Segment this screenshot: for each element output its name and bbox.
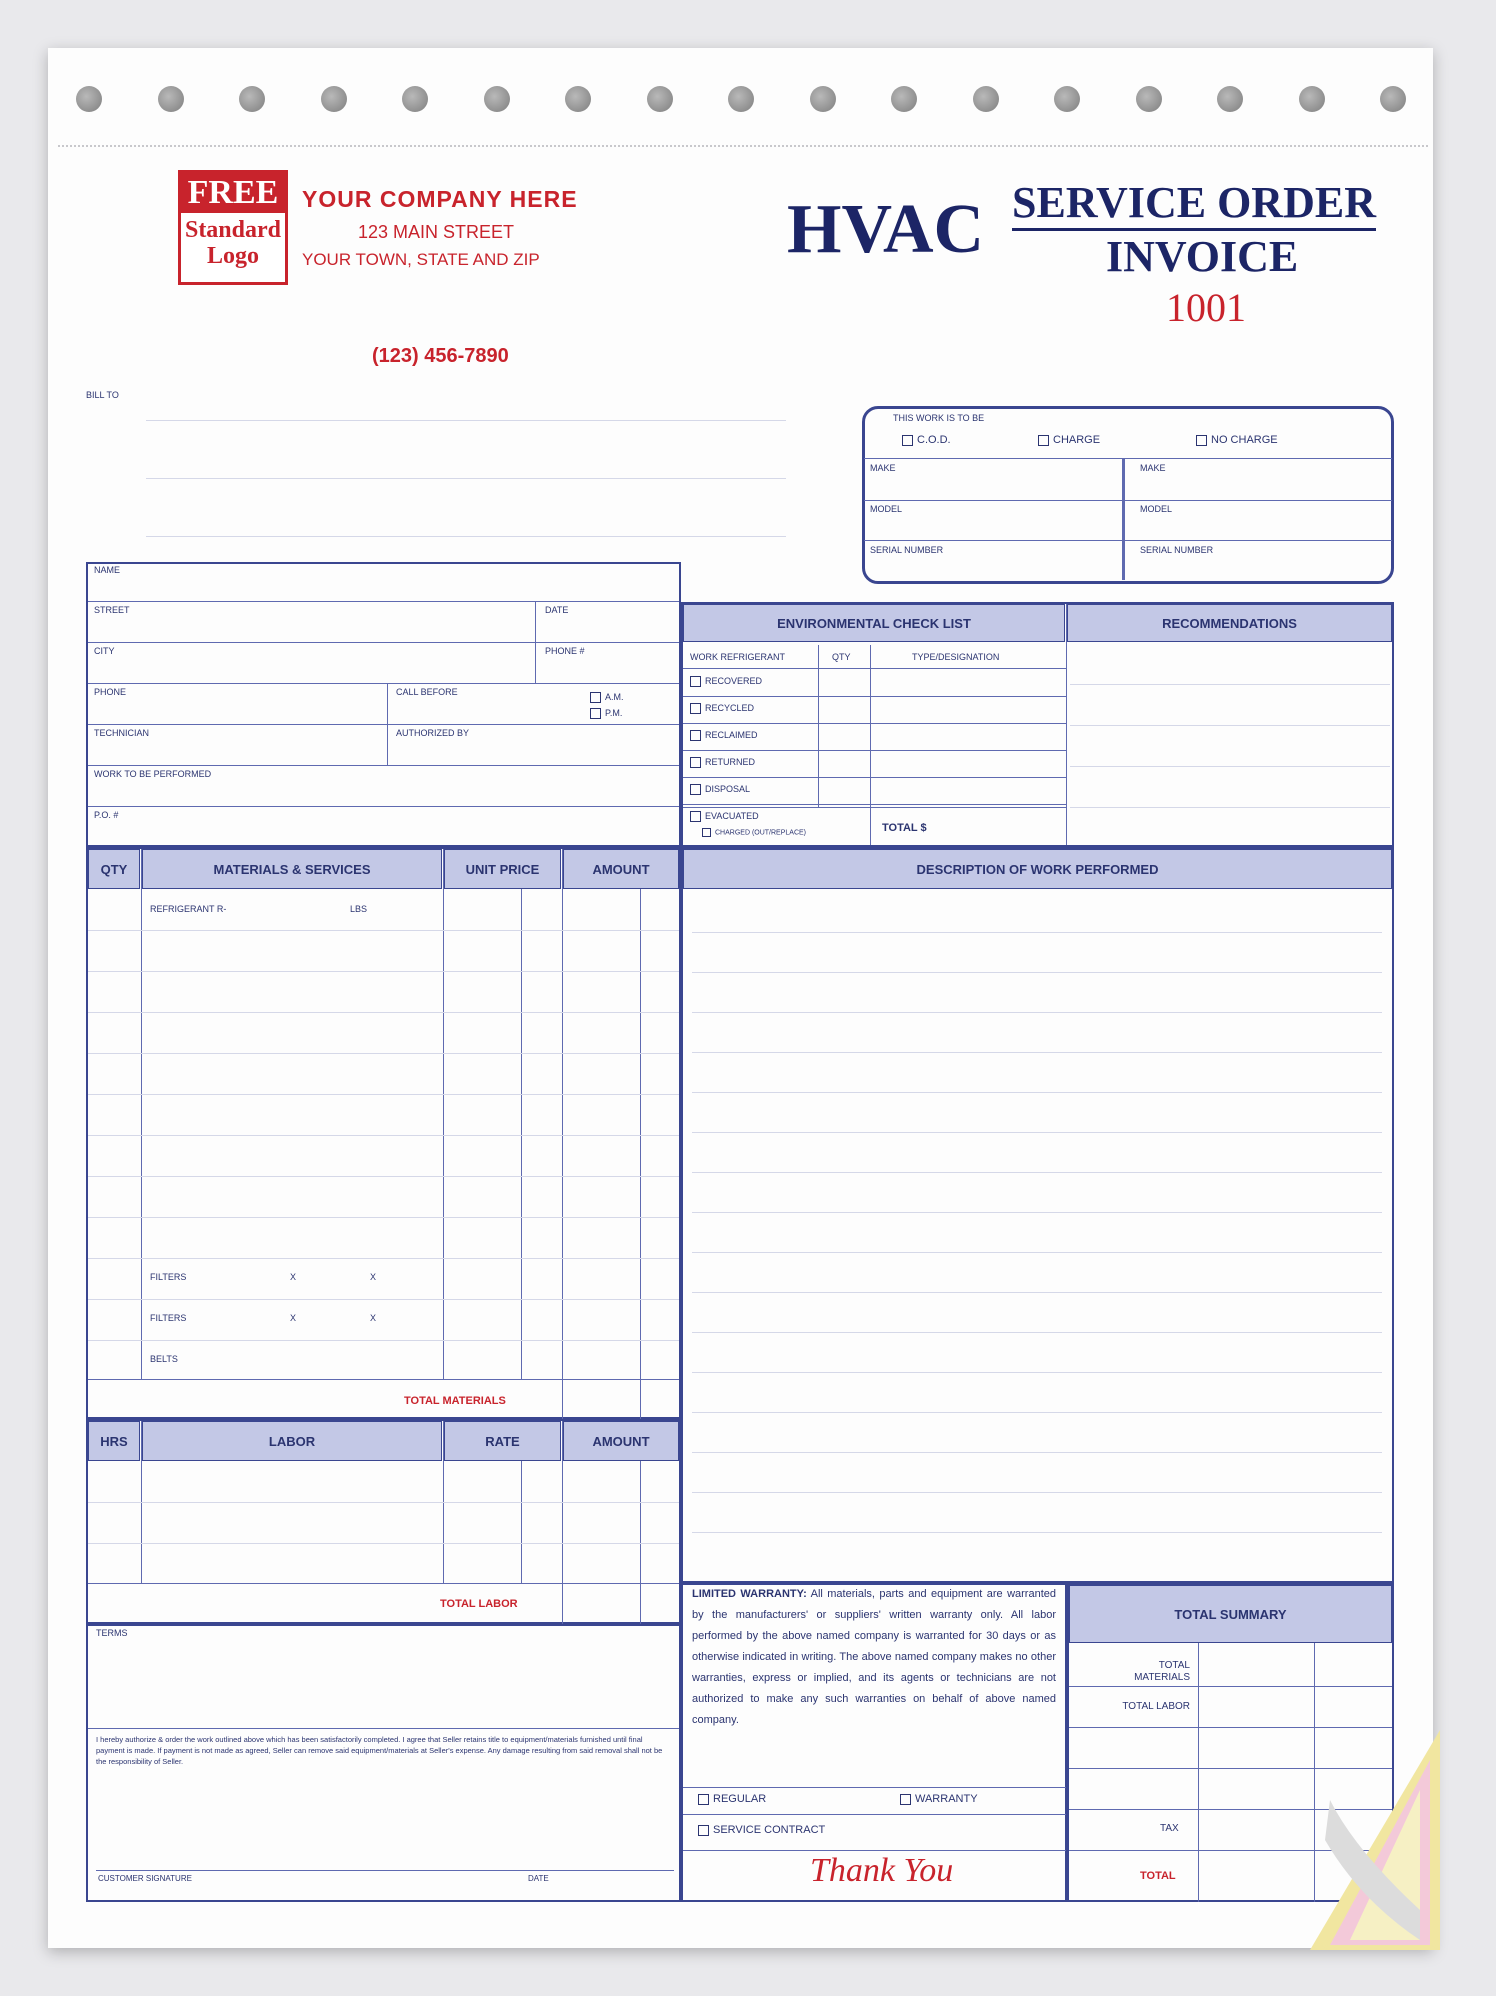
terms-label: TERMS [96, 1628, 128, 1638]
env-charged-checkbox[interactable] [702, 828, 806, 837]
binding-hole [76, 86, 102, 112]
recommendation-line [1070, 725, 1390, 726]
cust-line-5 [88, 765, 679, 766]
summary-total-materials-label: TOTAL MATERIALS [1134, 1660, 1190, 1683]
customer-date-label: DATE [545, 605, 569, 615]
description-line [692, 1412, 1382, 1413]
env-item-checkbox[interactable] [690, 676, 762, 687]
binding-hole [1217, 86, 1243, 112]
binding-hole [891, 86, 917, 112]
warranty-options-line-1 [683, 1787, 1066, 1788]
binding-hole [158, 86, 184, 112]
summary-vline-1 [1198, 1643, 1199, 1902]
materials-services-header: MATERIALS & SERVICES [142, 849, 442, 889]
po-number-label: P.O. # [94, 810, 119, 820]
invoice-title: INVOICE [1106, 232, 1299, 281]
work-box-row-line-2 [864, 540, 1392, 541]
make-left-label: MAKE [870, 463, 896, 473]
warranty-checkbox[interactable] [900, 1793, 978, 1805]
env-total-line [683, 807, 1066, 808]
bill-to-line-2 [146, 478, 786, 479]
description-line [692, 1292, 1382, 1293]
charge-checkbox[interactable] [1038, 434, 1100, 446]
logo-standard-text [181, 217, 285, 269]
free-logo-stamp [178, 170, 288, 285]
logo-logo-word: Logo [206, 243, 259, 269]
labor-vline-3 [521, 1461, 522, 1583]
customer-info-box [86, 562, 681, 847]
description-line [692, 1452, 1382, 1453]
cod-label: C.O.D. [917, 434, 951, 446]
customer-city-label: CITY [94, 646, 115, 656]
charge-label: CHARGE [1053, 434, 1101, 446]
env-row-line [683, 804, 1066, 805]
work-box-center-divider [1122, 458, 1125, 580]
total-labor-line [88, 1583, 679, 1584]
env-row-line [683, 750, 1066, 751]
customer-name-label: NAME [94, 565, 121, 575]
customer-phone-label: PHONE [94, 687, 127, 697]
cust-line-3 [88, 683, 679, 684]
perforation-line [58, 145, 1428, 147]
material-row-line [88, 1053, 679, 1054]
no-charge-label: NO CHARGE [1211, 434, 1278, 446]
logo-free-text: FREE [181, 173, 285, 213]
cust-line-2 [88, 642, 679, 643]
invoice-number: 1001 [1166, 285, 1246, 330]
labor-hrs-header: HRS [88, 1421, 140, 1461]
company-city: YOUR TOWN, STATE AND ZIP [302, 250, 540, 269]
description-line [692, 972, 1382, 973]
total-materials-line [88, 1379, 679, 1380]
regular-label: REGULAR [713, 1793, 767, 1805]
customer-street-label: STREET [94, 605, 130, 615]
env-evacuated-checkbox[interactable] [690, 811, 759, 822]
materials-table [86, 847, 681, 1419]
company-name: YOUR COMPANY HERE [302, 186, 578, 212]
binding-hole [1054, 86, 1080, 112]
customer-signature-label: CUSTOMER SIGNATURE [98, 1874, 192, 1883]
recommendation-line [1070, 684, 1390, 685]
binding-hole [647, 86, 673, 112]
filters-x-1a: X [290, 1272, 297, 1282]
description-line [692, 932, 1382, 933]
cust-vline-1 [535, 601, 536, 683]
work-box-divider [864, 458, 1392, 459]
authorized-by-label: AUTHORIZED BY [396, 728, 470, 738]
env-charged-label: CHARGED (OUT/REPLACE) [715, 829, 807, 837]
env-item-label: DISPOSAL [705, 784, 751, 794]
logo-standard-word: Standard [184, 217, 282, 243]
hvac-title: HVAC [787, 191, 985, 268]
service-order-title: SERVICE ORDER [1012, 178, 1376, 231]
service-contract-label: SERVICE CONTRACT [713, 1824, 826, 1836]
carbon-copy-corner-curl [1270, 1730, 1440, 1950]
no-charge-check-icon [1196, 435, 1207, 446]
authorization-text: I hereby authorize & order the work outlined above which has been satisfactorily completed. I agree that Seller retains title to equipment/materials furnished until final payment is made. If payment is not made as agreed, Seller can remove said equipment/materials at Seller's expense. Any damage resulting from said removal shall not be the responsibility of Seller. [96, 1735, 663, 1766]
signature-date-label: DATE [528, 1874, 549, 1883]
env-rec-divider [1066, 604, 1067, 845]
env-subheader-line [683, 668, 1066, 669]
labor-rate-header: RATE [444, 1421, 561, 1461]
am-check-icon [590, 692, 601, 703]
warranty-option-label: WARRANTY [915, 1793, 978, 1805]
env-item-checkbox[interactable] [690, 784, 750, 795]
total-materials-label: TOTAL MATERIALS [404, 1395, 506, 1407]
regular-checkbox[interactable] [698, 1793, 766, 1805]
env-col-qty: QTY [832, 652, 851, 662]
description-line [692, 1212, 1382, 1213]
mat-vline-price [562, 849, 563, 1419]
materials-unit-price-header: UNIT PRICE [444, 849, 561, 889]
binding-hole [1299, 86, 1325, 112]
serial-left-label: SERIAL NUMBER [870, 545, 944, 555]
company-phone: (123) 456-7890 [372, 345, 509, 367]
materials-qty-header: QTY [88, 849, 140, 889]
warranty-text: All materials, parts and equipment are warranted by the manufacturers' or suppliers' written warranty only. All labor performed by the above named company is warranted for 30 days or as otherwise indicated in writing. The above named company makes no other warranties, express or implied, and its agents or technicians are not authorized to make any such warranties on behalf of above named company. [692, 1588, 1056, 1726]
description-line [692, 1332, 1382, 1333]
env-item-check-icon [690, 703, 701, 714]
description-line [692, 1092, 1382, 1093]
bill-to-label: BILL TO [86, 390, 119, 400]
recommendation-line [1070, 766, 1390, 767]
binding-hole [402, 86, 428, 112]
charged-check-icon [702, 828, 711, 837]
binding-hole [239, 86, 265, 112]
description-line [692, 1372, 1382, 1373]
terms-divider [88, 1728, 679, 1729]
work-to-be-performed-label: WORK TO BE PERFORMED [94, 769, 212, 779]
model-right-label: MODEL [1140, 504, 1173, 514]
pm-checkbox[interactable] [590, 708, 622, 719]
description-line [692, 1492, 1382, 1493]
binding-hole [321, 86, 347, 112]
recommendation-line [1070, 807, 1390, 808]
lbs-label: LBS [350, 904, 368, 914]
material-row-line [88, 1217, 679, 1218]
description-line [692, 1012, 1382, 1013]
material-row-line [88, 1299, 679, 1300]
filters-label-2: FILTERS [150, 1313, 187, 1323]
env-item-label: RETURNED [705, 757, 756, 767]
summary-total-label: TOTAL [1140, 1870, 1176, 1882]
material-row-line [88, 1135, 679, 1136]
filters-x-2b: X [370, 1313, 377, 1323]
cust-line-6 [88, 806, 679, 807]
bill-to-line-3 [146, 536, 786, 537]
cust-vline-2 [387, 683, 388, 765]
description-line [692, 1132, 1382, 1133]
pm-check-icon [590, 708, 601, 719]
total-summary-header: TOTAL SUMMARY [1069, 1585, 1392, 1643]
warranty-options-line-2 [683, 1814, 1066, 1815]
summary-line-1 [1069, 1686, 1392, 1687]
material-row-line [88, 1340, 679, 1341]
binding-hole [565, 86, 591, 112]
description-box [681, 847, 1394, 1583]
labor-row-line-2 [88, 1543, 679, 1544]
thank-you-text: Thank You [810, 1852, 954, 1889]
cust-line-1 [88, 601, 679, 602]
signature-line [96, 1870, 674, 1871]
labor-vline-4 [562, 1421, 563, 1624]
env-row-line [683, 723, 1066, 724]
no-charge-checkbox[interactable] [1196, 434, 1278, 446]
warranty-options-line-3 [683, 1850, 1066, 1851]
warranty-text-block [692, 1584, 1056, 1731]
filters-x-1b: X [370, 1272, 377, 1282]
work-box-title: THIS WORK IS TO BE [893, 413, 985, 423]
binding-hole [973, 86, 999, 112]
technician-label: TECHNICIAN [94, 728, 150, 738]
material-row-line [88, 930, 679, 931]
env-col-type: TYPE/DESIGNATION [912, 652, 1000, 662]
binding-hole [484, 86, 510, 112]
description-line [692, 1052, 1382, 1053]
env-item-label: RECOVERED [705, 676, 763, 686]
env-item-check-icon [690, 676, 701, 687]
cod-check-icon [902, 435, 913, 446]
labor-amount-header: AMOUNT [563, 1421, 679, 1461]
description-line [692, 1532, 1382, 1533]
env-row-line [683, 696, 1066, 697]
material-row-line [88, 1258, 679, 1259]
description-header: DESCRIPTION OF WORK PERFORMED [683, 849, 1392, 889]
warranty-check-icon [900, 1794, 911, 1805]
service-contract-check-icon [698, 1825, 709, 1836]
regular-check-icon [698, 1794, 709, 1805]
serial-right-label: SERIAL NUMBER [1140, 545, 1214, 555]
materials-amount-header: AMOUNT [563, 849, 679, 889]
work-box-row-line-1 [864, 500, 1392, 501]
binding-hole [810, 86, 836, 112]
filters-x-2a: X [290, 1313, 297, 1323]
labor-row-line-1 [88, 1502, 679, 1503]
env-item-check-icon [690, 757, 701, 768]
filters-label-1: FILTERS [150, 1272, 187, 1282]
work-type-box [862, 406, 1394, 584]
evacuated-check-icon [690, 811, 701, 822]
call-before-label: CALL BEFORE [396, 687, 458, 697]
summary-tax-label: TAX [1160, 1823, 1179, 1834]
cust-line-4 [88, 724, 679, 725]
refrigerant-label: REFRIGERANT R- [150, 904, 227, 914]
summary-total-labor-label: TOTAL LABOR [1122, 1701, 1190, 1712]
binding-hole [1136, 86, 1162, 112]
environmental-checklist-header: ENVIRONMENTAL CHECK LIST [683, 604, 1065, 642]
am-checkbox[interactable] [590, 692, 624, 703]
material-row-line [88, 971, 679, 972]
customer-phone-num-label: PHONE # [545, 646, 585, 656]
env-item-checkbox[interactable] [690, 703, 754, 714]
summary-line-2 [1069, 1727, 1392, 1728]
recommendations-header: RECOMMENDATIONS [1067, 604, 1392, 642]
binding-hole [1380, 86, 1406, 112]
env-item-checkbox[interactable] [690, 730, 758, 741]
model-left-label: MODEL [870, 504, 903, 514]
env-total-label: TOTAL $ [882, 822, 927, 834]
warranty-heading: LIMITED WARRANTY: [692, 1588, 807, 1600]
cod-checkbox[interactable] [902, 434, 951, 446]
env-col-refrigerant: WORK REFRIGERANT [690, 652, 786, 662]
env-item-label: RECLAIMED [705, 730, 758, 740]
env-row-line [683, 777, 1066, 778]
make-right-label: MAKE [1140, 463, 1166, 473]
material-row-line [88, 1176, 679, 1177]
env-evacuated-label: EVACUATED [705, 811, 759, 821]
env-item-checkbox[interactable] [690, 757, 755, 768]
binding-hole [728, 86, 754, 112]
material-row-line [88, 1012, 679, 1013]
service-contract-checkbox[interactable] [698, 1824, 825, 1836]
am-label: A.M. [605, 692, 624, 702]
env-vline-2 [870, 645, 871, 845]
env-vline-1 [818, 645, 819, 807]
belts-label: BELTS [150, 1354, 178, 1364]
description-line [692, 1172, 1382, 1173]
total-labor-label: TOTAL LABOR [440, 1598, 518, 1610]
company-street: 123 MAIN STREET [358, 222, 515, 242]
pm-label: P.M. [605, 708, 623, 718]
material-row-line [88, 1094, 679, 1095]
mat-vline-cents1 [521, 889, 522, 1379]
env-item-label: RECYCLED [705, 703, 755, 713]
description-line [692, 1252, 1382, 1253]
env-item-check-icon [690, 730, 701, 741]
bill-to-line-1 [146, 420, 786, 421]
env-item-check-icon [690, 784, 701, 795]
charge-check-icon [1038, 435, 1049, 446]
labor-header: LABOR [142, 1421, 442, 1461]
